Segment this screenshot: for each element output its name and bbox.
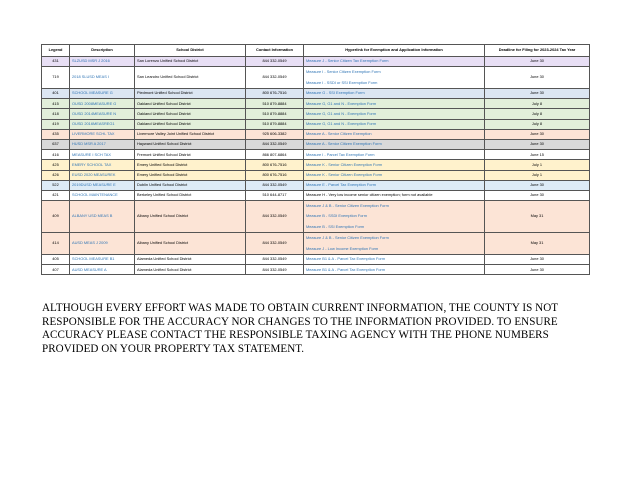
school-district-cell: Dublin Unified School District — [135, 180, 246, 190]
exemption-links-cell — [304, 150, 485, 160]
table-row — [42, 119, 590, 129]
table-row — [42, 57, 590, 67]
description-link[interactable]: AUSD MEAS J 2009 — [70, 233, 135, 255]
exemption-form-link[interactable]: Measure G - SSI Exemption Form — [306, 90, 365, 96]
exemption-links-cell — [304, 109, 485, 119]
table-row — [42, 170, 590, 180]
contact-phone-cell: 844 332-0549 — [246, 265, 304, 275]
exemption-form-link[interactable]: Measure K - Senior Citizen Exemption Form — [306, 161, 383, 167]
deadline-cell: July 8 — [485, 109, 590, 119]
contact-phone-cell: 510 879-8884 — [246, 109, 304, 119]
school-district-cell: Albany Unified School District — [135, 201, 246, 233]
legend-cell: 405 — [42, 255, 70, 265]
school-district-cell: Alameda Unified School District — [135, 255, 246, 265]
table-row — [42, 160, 590, 170]
legend-cell: 407 — [42, 265, 70, 275]
exemption-form-link[interactable]: Measure I - Parcel Tax Exemption Form — [306, 151, 375, 157]
exemption-note: Measure H - Very low income senior citizen exemption; form not available — [306, 192, 433, 198]
table-row — [42, 109, 590, 119]
exemption-form-link[interactable]: Measure I - SSDI or SSI Exemption Form — [306, 79, 378, 85]
exemption-form-link[interactable]: Measure G, G1 and N - Exemption Form — [306, 120, 377, 126]
deadline-cell: July 1 — [485, 160, 590, 170]
description-link[interactable]: SCHOOL MEASURE G — [70, 89, 135, 99]
header-description: Description — [70, 45, 135, 57]
deadline-cell: June 30 — [485, 89, 590, 99]
contact-phone-cell: 510 644-8717 — [246, 190, 304, 200]
exemption-form-link[interactable]: Measure E - Parcel Tax Exemption Form — [306, 182, 376, 188]
legend-cell: 419 — [42, 119, 70, 129]
table-row — [42, 150, 590, 160]
deadline-cell: July 8 — [485, 119, 590, 129]
table-row — [42, 67, 590, 89]
table-row — [42, 139, 590, 149]
school-district-cell: Emery Unified School District — [135, 160, 246, 170]
legend-cell: 401 — [42, 89, 70, 99]
school-district-cell: Hayward Unified School District — [135, 139, 246, 149]
exemption-form-link[interactable]: Measure J & B - Senior Citizen Exemption Form — [306, 203, 389, 209]
exemption-links-cell — [304, 265, 485, 275]
legend-cell: 426 — [42, 170, 70, 180]
contact-phone-cell: 800 676-7516 — [246, 89, 304, 99]
contact-phone-cell: 844 332-0549 — [246, 67, 304, 89]
school-district-cell: Oakland Unified School District — [135, 109, 246, 119]
deadline-cell: June 30 — [485, 57, 590, 67]
description-link[interactable]: 2018 SLUSD MEAS I — [70, 67, 135, 89]
deadline-cell: June 30 — [485, 67, 590, 89]
exemption-links-cell — [304, 89, 485, 99]
legend-cell: 416 — [42, 150, 70, 160]
deadline-cell: June 30 — [485, 139, 590, 149]
exemption-links-cell — [304, 99, 485, 109]
deadline-cell: June 30 — [485, 180, 590, 190]
legend-cell: 522 — [42, 180, 70, 190]
school-district-cell: San Leandro Unified School District — [135, 67, 246, 89]
exemption-links-cell — [304, 160, 485, 170]
exemption-links-cell — [304, 67, 485, 89]
school-tax-exemption-table — [41, 44, 590, 275]
exemption-links-cell — [304, 170, 485, 180]
exemption-form-link[interactable]: Measure I - Senior Citizen Exemption Form — [306, 69, 381, 75]
legend-cell: 425 — [42, 160, 70, 170]
deadline-cell: July 1 — [485, 170, 590, 180]
school-district-cell: Oakland Unified School District — [135, 119, 246, 129]
table-row — [42, 180, 590, 190]
school-district-cell: Albany Unified School District — [135, 233, 246, 255]
table-row — [42, 201, 590, 233]
deadline-cell: June 30 — [485, 190, 590, 200]
header-school-district: School District — [135, 45, 246, 57]
exemption-links-cell — [304, 57, 485, 67]
exemption-form-link[interactable]: Measure B1 & A - Parcel Tax Exemption Form — [306, 256, 386, 262]
exemption-links-cell — [304, 139, 485, 149]
description-link[interactable]: EMERY SCHOOL TAX — [70, 160, 135, 170]
table-row — [42, 89, 590, 99]
legend-cell: 431 — [42, 57, 70, 67]
table-row — [42, 255, 590, 265]
school-district-cell: Fremont Unified School District — [135, 150, 246, 160]
exemption-form-link[interactable]: Measure K - Senior Citizen Exemption Form — [306, 171, 383, 177]
description-link[interactable]: 2019DUSD MEASURE E — [70, 180, 135, 190]
legend-cell: 414 — [42, 233, 70, 255]
exemption-links-cell — [304, 180, 485, 190]
table-row — [42, 190, 590, 200]
legend-cell: 637 — [42, 139, 70, 149]
exemption-links-cell — [304, 255, 485, 265]
description-link[interactable]: SLZUSD MSR J 2016 — [70, 57, 135, 67]
table-row — [42, 129, 590, 139]
contact-phone-cell: 800 676-7516 — [246, 160, 304, 170]
table-body — [42, 57, 590, 275]
exemption-form-link[interactable]: Measure B1 & A - Parcel Tax Exemption Form — [306, 266, 386, 272]
exemption-form-link[interactable]: Measure B - SSDI Exemption Form — [306, 213, 367, 219]
deadline-cell: June 15 — [485, 150, 590, 160]
description-link[interactable]: SCHOOL MEASURE B1 — [70, 255, 135, 265]
exemption-form-link[interactable]: Measure J - Senior Citizen Tax Exemption Form — [306, 58, 389, 64]
description-link[interactable]: LIVERMORE SCHL TAX — [70, 129, 135, 139]
table-row — [42, 265, 590, 275]
exemption-links-cell — [304, 119, 485, 129]
header-hyperlink: Hyperlink for Exemption and Application Information — [304, 45, 485, 57]
header-legend: Legend — [42, 45, 70, 57]
legend-cell: 418 — [42, 109, 70, 119]
table-row — [42, 99, 590, 109]
legend-cell: 409 — [42, 201, 70, 233]
school-district-cell: Alameda Unified School District — [135, 265, 246, 275]
school-district-cell: Emery Unified School District — [135, 170, 246, 180]
exemption-links-cell — [304, 201, 485, 233]
deadline-cell: May 31 — [485, 201, 590, 233]
legend-cell: 415 — [42, 99, 70, 109]
legend-cell: 719 — [42, 67, 70, 89]
description-link[interactable]: AUSD MEASURE A — [70, 265, 135, 275]
header-contact-information: Contact Information — [246, 45, 304, 57]
exemption-form-link[interactable]: Measure B - SSI Exemption Form — [306, 223, 365, 229]
deadline-cell: June 30 — [485, 129, 590, 139]
contact-phone-cell: 510 879-8884 — [246, 119, 304, 129]
header-deadline: Deadline for Filing for 2023-2024 Tax Year — [485, 45, 590, 57]
legend-cell: 421 — [42, 190, 70, 200]
deadline-cell: June 30 — [485, 255, 590, 265]
deadline-cell: July 8 — [485, 99, 590, 109]
table-row — [42, 233, 590, 255]
description-link[interactable]: OUSD 2008MEASURE G — [70, 99, 135, 109]
exemption-form-link[interactable]: Measure J - Low Income Exemption Form — [306, 245, 379, 251]
disclaimer-text: ALTHOUGH EVERY EFFORT WAS MADE TO OBTAIN CURRENT INFORMATION, THE COUNTY IS NOT RESPONSIBLE FOR THE ACCURACY NOR CHANGES TO THE INFORMATION PROVIDED. TO ENSURE ACCURACY PLEASE CONTACT THE RESPONSIBLE TAXING AGENCY WITH THE PHONE NUMBERS PROVIDED ON YOUR PROPERTY TAX STATEMENT. — [42, 302, 558, 355]
description-link[interactable]: EUSD 2020 MEASUREK — [70, 170, 135, 180]
exemption-form-link[interactable]: Measure G, G1 and N - Exemption Form — [306, 100, 377, 106]
exemption-links-cell — [304, 233, 485, 255]
description-link[interactable]: SCHOOL MAINTENANCE — [70, 190, 135, 200]
exemption-form-link[interactable]: Measure A - Senior Citizen Exemption Form — [306, 141, 382, 147]
legend-cell: 435 — [42, 129, 70, 139]
table-header-row — [42, 45, 590, 57]
school-district-cell: San Lorenzo Unified School District — [135, 57, 246, 67]
description-link[interactable]: MEASURE I SCH TAX — [70, 150, 135, 160]
school-district-cell: Livermore Valley Joint Unified School District — [135, 129, 246, 139]
exemption-form-link[interactable]: Measure A - Senior Citizen Exemption — [306, 131, 372, 137]
description-link[interactable]: HUSD MSR A 2017 — [70, 139, 135, 149]
contact-phone-cell: 866 807-6864 — [246, 150, 304, 160]
contact-phone-cell: 925 606-3382 — [246, 129, 304, 139]
school-district-cell: Berkeley Unified School District — [135, 190, 246, 200]
deadline-cell: June 30 — [485, 265, 590, 275]
description-link[interactable]: OUSD 2016MEASREG1 — [70, 119, 135, 129]
contact-phone-cell: 844 332-0549 — [246, 139, 304, 149]
exemption-links-cell — [304, 190, 485, 200]
exemption-form-link[interactable]: Measure J & B - Senior Citizen Exemption Form — [306, 235, 389, 241]
contact-phone-cell: 844 332-0549 — [246, 180, 304, 190]
contact-phone-cell: 800 676-7516 — [246, 170, 304, 180]
description-link[interactable]: OUSD 2014MEASURE N — [70, 109, 135, 119]
contact-phone-cell: 510 879-8884 — [246, 99, 304, 109]
description-link[interactable]: ALBANY USD MEAS B — [70, 201, 135, 233]
school-district-cell: Oakland Unified School District — [135, 99, 246, 109]
deadline-cell: May 31 — [485, 233, 590, 255]
contact-phone-cell: 844 332-0549 — [246, 57, 304, 67]
school-district-cell: Piedmont Unified School District — [135, 89, 246, 99]
exemption-form-link[interactable]: Measure G, G1 and N - Exemption Form — [306, 110, 377, 116]
contact-phone-cell: 844 332-0549 — [246, 201, 304, 233]
contact-phone-cell: 844 332-0549 — [246, 233, 304, 255]
contact-phone-cell: 844 332-0549 — [246, 255, 304, 265]
exemption-links-cell — [304, 129, 485, 139]
